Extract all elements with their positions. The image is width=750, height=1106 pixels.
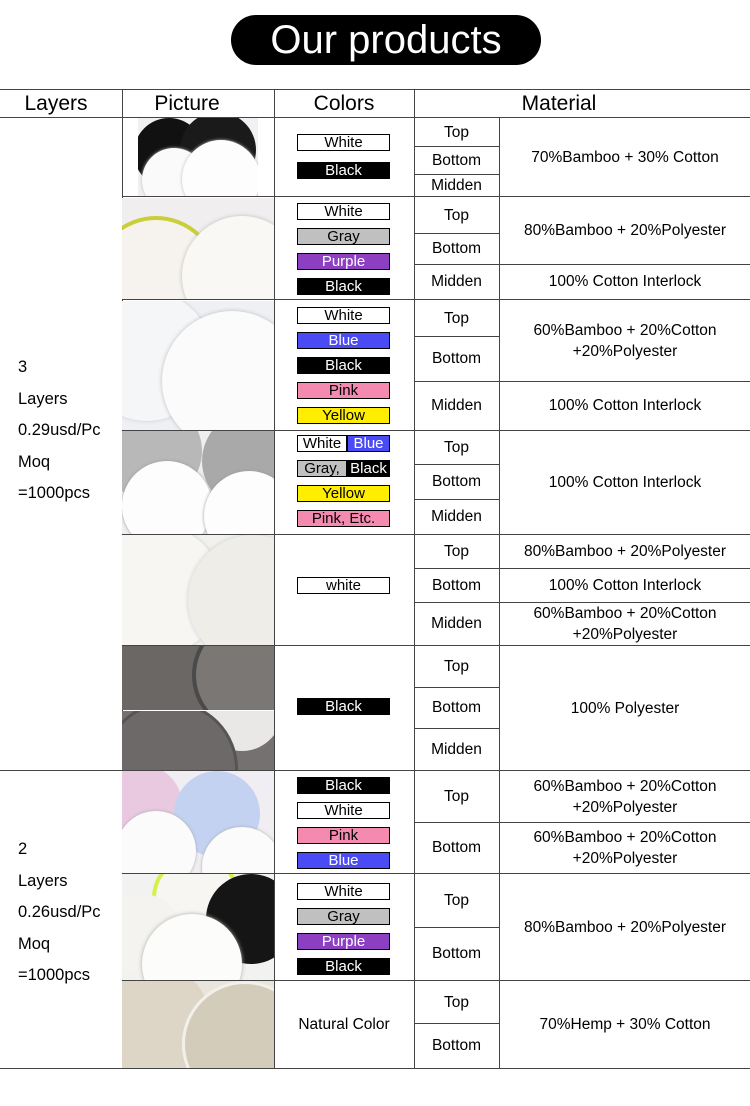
color-swatch: Pink — [297, 382, 390, 399]
material-text: 80%Bamboo + 20%Polyester — [523, 222, 727, 239]
layer-price: 0.26usd/Pc — [18, 903, 101, 921]
layer-count: 2 — [18, 840, 28, 858]
layer-label: Layers — [18, 389, 68, 408]
color-swatch: White — [297, 307, 390, 324]
header-material: Material — [521, 92, 597, 115]
part-label: Top — [444, 123, 469, 141]
material-text: 100% Cotton Interlock — [548, 474, 702, 491]
layer-group-3 — [18, 352, 101, 510]
part-label: Top — [444, 892, 469, 909]
material-cell — [500, 300, 750, 381]
material-text: +20%Polyester — [572, 798, 678, 816]
part-label: Bottom — [431, 699, 482, 716]
product-photo — [122, 711, 274, 770]
part-label: Top — [444, 206, 469, 224]
material-text: +20%Polyester — [572, 849, 678, 867]
color-swatch: Black — [297, 162, 390, 179]
part-label: Midden — [431, 176, 482, 194]
column-divider — [274, 89, 275, 1069]
material-cell — [500, 646, 750, 770]
color-swatch — [297, 460, 390, 477]
part-label: Midden — [431, 397, 482, 414]
part-label: Bottom — [431, 1037, 482, 1054]
layer-count: 3 — [18, 358, 28, 376]
color-swatch: Yellow — [297, 485, 390, 502]
material-cell — [500, 381, 750, 430]
product-photo — [122, 301, 274, 430]
color-swatch-label: Black — [347, 460, 390, 477]
product-photo — [122, 535, 274, 645]
part-label: Top — [444, 993, 469, 1011]
part-label: Bottom — [431, 576, 482, 594]
layer-price: 0.29usd/Pc — [18, 421, 101, 439]
material-text: 100% Polyester — [570, 699, 680, 717]
material-text: +20%Polyester — [572, 625, 678, 643]
color-swatch: white — [297, 577, 390, 594]
color-swatch: White — [297, 203, 390, 220]
material-cell — [500, 264, 750, 299]
part-label: Midden — [431, 615, 482, 632]
part-label: Midden — [431, 273, 482, 290]
product-photo — [138, 118, 258, 196]
product-photo — [122, 874, 274, 980]
layer-moq-label: Moq — [18, 452, 51, 471]
color-swatch: Black — [297, 777, 390, 794]
part-label: Top — [444, 658, 469, 675]
part-label: Bottom — [431, 945, 482, 962]
product-photo — [122, 981, 274, 1068]
color-swatch: Black — [297, 698, 390, 715]
part-label: Top — [444, 309, 469, 327]
part-label: Bottom — [431, 350, 482, 367]
layer-group-2 — [18, 834, 101, 992]
color-swatch: Blue — [297, 332, 390, 349]
colors-text: Natural Color — [298, 1016, 390, 1033]
product-photo — [122, 771, 274, 873]
material-cell — [500, 118, 750, 196]
part-label: Top — [444, 543, 469, 560]
material-text: 70%Bamboo + 30% Cotton — [531, 148, 719, 166]
part-label: Bottom — [431, 473, 482, 490]
color-swatch: White — [297, 134, 390, 151]
product-photo — [122, 646, 274, 710]
color-swatch: White — [297, 802, 390, 819]
color-swatch-label: Gray, — [297, 460, 347, 477]
color-swatch: Gray — [297, 908, 390, 925]
color-swatch-label: White — [297, 435, 347, 452]
material-cell — [500, 602, 750, 645]
product-photo — [122, 431, 274, 534]
header-colors: Colors — [313, 92, 375, 115]
color-swatch: Black — [297, 958, 390, 975]
layer-label: Layers — [18, 871, 68, 890]
header-layers: Layers — [24, 92, 88, 115]
color-swatch: Gray — [297, 228, 390, 245]
material-text: 100% Cotton Interlock — [548, 576, 702, 594]
part-label: Bottom — [431, 839, 482, 856]
material-cell — [500, 874, 750, 980]
layer-moq-value: =1000pcs — [18, 484, 91, 502]
part-label: Midden — [431, 740, 482, 758]
material-text: 60%Bamboo + 20%Cotton — [533, 604, 717, 622]
table-bottom-border — [0, 1068, 750, 1069]
material-cell — [500, 568, 750, 602]
layer-moq-value: =1000pcs — [18, 966, 91, 984]
color-swatch-label: Blue — [347, 435, 390, 452]
product-photo — [122, 198, 274, 300]
material-text: 60%Bamboo + 20%Cotton — [533, 321, 717, 339]
color-swatch: Blue — [297, 852, 390, 869]
color-swatch: Pink — [297, 827, 390, 844]
color-swatch: Yellow — [297, 407, 390, 424]
color-swatch — [297, 435, 390, 452]
part-label: Midden — [431, 508, 482, 525]
part-label: Bottom — [431, 151, 482, 169]
material-text: 70%Hemp + 30% Cotton — [539, 1016, 711, 1033]
color-swatch: White — [297, 883, 390, 900]
color-swatch: Black — [297, 278, 390, 295]
layer-moq-label: Moq — [18, 934, 51, 953]
color-swatch: Pink, Etc. — [297, 510, 390, 527]
material-cell — [500, 981, 750, 1068]
material-cell — [500, 822, 750, 873]
header-picture: Picture — [154, 92, 220, 115]
color-swatch: Purple — [297, 933, 390, 950]
material-text: 100% Cotton Interlock — [548, 397, 702, 414]
part-label: Top — [444, 788, 469, 805]
material-text: 60%Bamboo + 20%Cotton — [533, 777, 717, 795]
color-swatch: Black — [297, 357, 390, 374]
part-label: Bottom — [431, 240, 482, 257]
material-cell — [500, 771, 750, 822]
material-text: 60%Bamboo + 20%Cotton — [533, 828, 717, 846]
color-swatch: Purple — [297, 253, 390, 270]
material-text: 80%Bamboo + 20%Polyester — [523, 543, 727, 560]
material-text: +20%Polyester — [572, 342, 678, 360]
material-cell — [500, 535, 750, 568]
material-text: 100% Cotton Interlock — [548, 273, 702, 290]
material-cell — [500, 431, 750, 534]
part-label: Top — [444, 439, 469, 456]
material-cell — [500, 197, 750, 264]
material-text: 80%Bamboo + 20%Polyester — [523, 918, 727, 936]
page-title: Our products — [231, 15, 541, 65]
